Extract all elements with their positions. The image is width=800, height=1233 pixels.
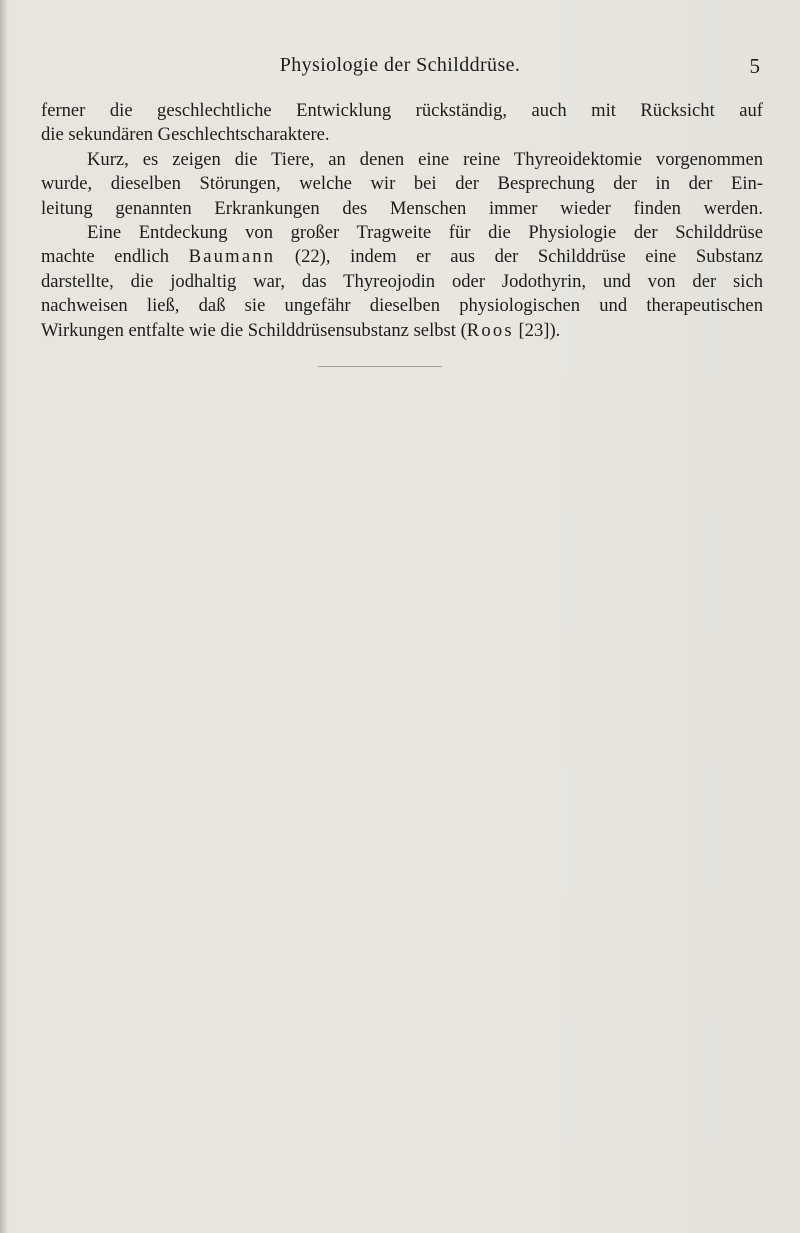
text-line: die sekundären Geschlechtscharaktere. <box>41 124 330 146</box>
text-line: nachweisen ließ, daß sie ungefähr dieselben physiologischen und therapeutischen <box>41 295 763 317</box>
page-header <box>40 54 760 84</box>
section-end-rule <box>318 366 442 367</box>
text-fragment: [23]). <box>513 319 561 341</box>
author-name-baumann: Baumann <box>188 246 276 268</box>
text-line: wurde, dieselben Störungen, welche wir bei der Besprechung der in der Ein- <box>41 173 763 195</box>
paragraph-2 <box>41 148 763 221</box>
text-fragment: Wirkungen entfalte wie die Schilddrüsensubstanz selbst ( <box>41 319 467 341</box>
paragraph-3 <box>41 221 763 343</box>
paragraph-1 <box>41 99 763 148</box>
page-number: 5 <box>749 54 760 78</box>
text-line: leitung genannten Erkrankungen des Menschen immer wieder finden werden. <box>41 197 763 219</box>
body-text <box>41 99 763 343</box>
text-fragment: machte endlich <box>41 246 189 268</box>
text-line: Kurz, es zeigen die Tiere, an denen eine reine Thyreoidektomie vorgenommen <box>87 148 763 170</box>
text-fragment: (22), indem er aus der Schilddrüse eine Substanz <box>275 246 763 268</box>
text-line: darstellte, die jodhaltig war, das Thyreojodin oder Jodothyrin, und von der sich <box>41 270 763 292</box>
text-line <box>41 319 763 343</box>
text-line: ferner die geschlechtliche Entwicklung rückständig, auch mit Rücksicht auf <box>41 100 763 121</box>
running-title: Physiologie der Schilddrüse. <box>279 54 521 76</box>
author-name-roos: Roos <box>466 319 514 341</box>
text-line <box>41 245 763 269</box>
text-line: Eine Entdeckung von großer Tragweite für die Physiologie der Schilddrüse <box>87 222 763 244</box>
page-binding-edge <box>0 0 7 1233</box>
